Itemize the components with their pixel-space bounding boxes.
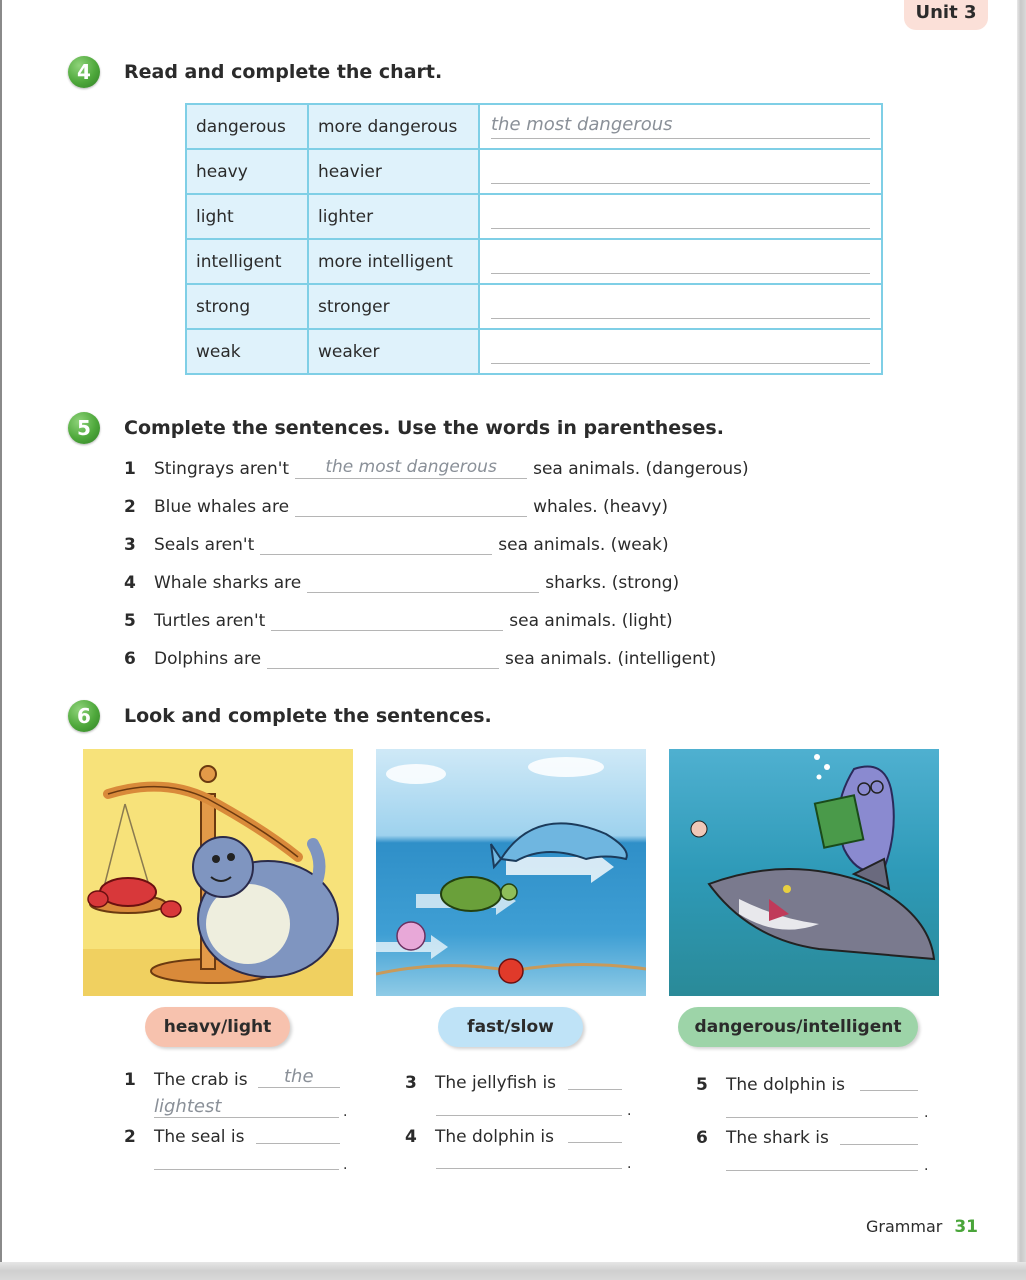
period: . [343, 1104, 348, 1120]
superlative-cell[interactable] [479, 194, 882, 239]
question-item [405, 1073, 556, 1093]
comparative-cell: weaker [308, 329, 479, 374]
exercise-title: Look and complete the sentences. [124, 705, 492, 727]
period: . [627, 1156, 632, 1172]
item-number: 1 [124, 1070, 136, 1090]
answer-field[interactable] [491, 249, 870, 274]
exercise-4-header [68, 56, 442, 88]
answer-blank[interactable]: the most dangerous [295, 458, 527, 479]
item-number: 1 [124, 459, 136, 479]
base-cell: weak [186, 329, 308, 374]
comparative-cell: more intelligent [308, 239, 479, 284]
question-text: The dolphin is [435, 1127, 554, 1147]
answer-line[interactable] [840, 1144, 918, 1145]
period: . [924, 1158, 929, 1174]
comparative-cell: stronger [308, 284, 479, 329]
superlative-cell[interactable] [479, 284, 882, 329]
item-number: 4 [124, 573, 136, 593]
superlative-cell[interactable] [479, 329, 882, 374]
sentence-start: Stingrays aren't [154, 459, 290, 479]
sentence-item [124, 610, 673, 631]
answer-line[interactable] [726, 1170, 918, 1171]
sentence-end: sea animals. (weak) [498, 535, 669, 555]
question-text: The crab is [154, 1070, 248, 1090]
question-text: The seal is [154, 1127, 245, 1147]
picture-crab-seal-scale [83, 749, 353, 996]
race-illustration [376, 749, 646, 996]
sentence-item [124, 458, 749, 479]
answer-line[interactable] [568, 1142, 622, 1143]
answer-blank[interactable] [295, 496, 527, 517]
item-number: 6 [124, 649, 136, 669]
item-number: 4 [405, 1127, 417, 1147]
period: . [924, 1105, 929, 1121]
item-number: 2 [124, 497, 136, 517]
comparative-cell: lighter [308, 194, 479, 239]
section-label: Grammar [866, 1217, 943, 1236]
exercise-title: Complete the sentences. Use the words in parentheses. [124, 417, 724, 439]
answer-line[interactable] [726, 1117, 918, 1118]
picture-shark-dolphin [669, 749, 939, 996]
question-text: The dolphin is [726, 1075, 845, 1095]
question-item [405, 1127, 554, 1147]
answer-field[interactable] [491, 204, 870, 229]
answer-blank[interactable] [260, 534, 492, 555]
unit-tab [904, 0, 988, 30]
chart-row [186, 329, 882, 374]
period: . [627, 1103, 632, 1119]
unit-label: Unit 3 [915, 2, 977, 23]
chart-row [186, 239, 882, 284]
answer-field[interactable] [491, 159, 870, 184]
answer-line[interactable] [568, 1089, 622, 1090]
base-cell: dangerous [186, 104, 308, 149]
answer-line[interactable] [256, 1143, 340, 1144]
exercise-5-header [68, 412, 724, 444]
sentence-item [124, 496, 668, 517]
answer-blank[interactable] [271, 610, 503, 631]
sentence-item [124, 648, 716, 669]
question-item [124, 1070, 248, 1090]
sentence-start: Turtles aren't [154, 611, 266, 631]
comparative-cell: more dangerous [308, 104, 479, 149]
question-item [696, 1128, 829, 1148]
exercise-number-badge: 4 [68, 56, 100, 88]
item-number: 2 [124, 1127, 136, 1147]
sentence-end: whales. (heavy) [533, 497, 669, 517]
sentence-start: Whale sharks are [154, 573, 302, 593]
sentence-start: Blue whales are [154, 497, 290, 517]
sentence-item [124, 534, 669, 555]
answer-field[interactable]: the most dangerous [491, 114, 870, 139]
sentence-end: sharks. (strong) [545, 573, 680, 593]
handwritten-answer: the [284, 1066, 314, 1087]
sentence-end: sea animals. (intelligent) [505, 649, 717, 669]
base-cell: heavy [186, 149, 308, 194]
answer-blank[interactable] [307, 572, 539, 593]
exercise-number-badge: 6 [68, 700, 100, 732]
item-number: 5 [696, 1075, 708, 1095]
question-text: The shark is [726, 1128, 829, 1148]
exercise-title: Read and complete the chart. [124, 61, 443, 83]
answer-line[interactable] [860, 1090, 918, 1091]
item-number: 6 [696, 1128, 708, 1148]
page-number: 31 [954, 1217, 979, 1237]
question-text: The jellyfish is [435, 1073, 557, 1093]
item-number: 3 [405, 1073, 417, 1093]
answer-line[interactable] [258, 1087, 340, 1088]
question-item [696, 1075, 845, 1095]
picture-sea-race [376, 749, 646, 996]
answer-field[interactable] [491, 339, 870, 364]
superlative-cell[interactable] [479, 104, 882, 149]
answer-line[interactable] [154, 1169, 339, 1170]
page-right-edge [1017, 0, 1026, 1280]
superlative-cell[interactable] [479, 149, 882, 194]
comparative-cell: heavier [308, 149, 479, 194]
chart-row [186, 284, 882, 329]
sentence-end: sea animals. (dangerous) [533, 459, 749, 479]
chart-row [186, 149, 882, 194]
chart-row [186, 104, 882, 149]
answer-field[interactable] [491, 294, 870, 319]
base-cell: strong [186, 284, 308, 329]
comparison-chart [185, 103, 883, 375]
shark-dolphin-illustration [669, 749, 939, 996]
word-pill-heavy-light: heavy/light [145, 1007, 290, 1047]
page-bottom-edge [0, 1262, 1026, 1280]
question-item [124, 1127, 244, 1147]
answer-blank[interactable] [267, 648, 499, 669]
item-number: 5 [124, 611, 136, 631]
item-number: 3 [124, 535, 136, 555]
scale-illustration [83, 749, 353, 996]
handwritten-answer: lightest [154, 1096, 222, 1117]
answer-line[interactable] [436, 1115, 622, 1116]
chart-row [186, 194, 882, 239]
sentence-start: Dolphins are [154, 649, 262, 669]
sentence-item [124, 572, 679, 593]
exercise-6-header [68, 700, 492, 732]
word-pill-dangerous-intelligent: dangerous/intelligent [678, 1007, 918, 1047]
answer-line[interactable] [154, 1117, 339, 1118]
period: . [343, 1157, 348, 1173]
word-pill-fast-slow: fast/slow [438, 1007, 583, 1047]
page-footer [866, 1217, 978, 1237]
exercise-number-badge: 5 [68, 412, 100, 444]
page-left-edge [0, 0, 2, 1280]
sentence-start: Seals aren't [154, 535, 255, 555]
answer-line[interactable] [436, 1168, 622, 1169]
base-cell: light [186, 194, 308, 239]
base-cell: intelligent [186, 239, 308, 284]
sentence-end: sea animals. (light) [509, 611, 673, 631]
superlative-cell[interactable] [479, 239, 882, 284]
